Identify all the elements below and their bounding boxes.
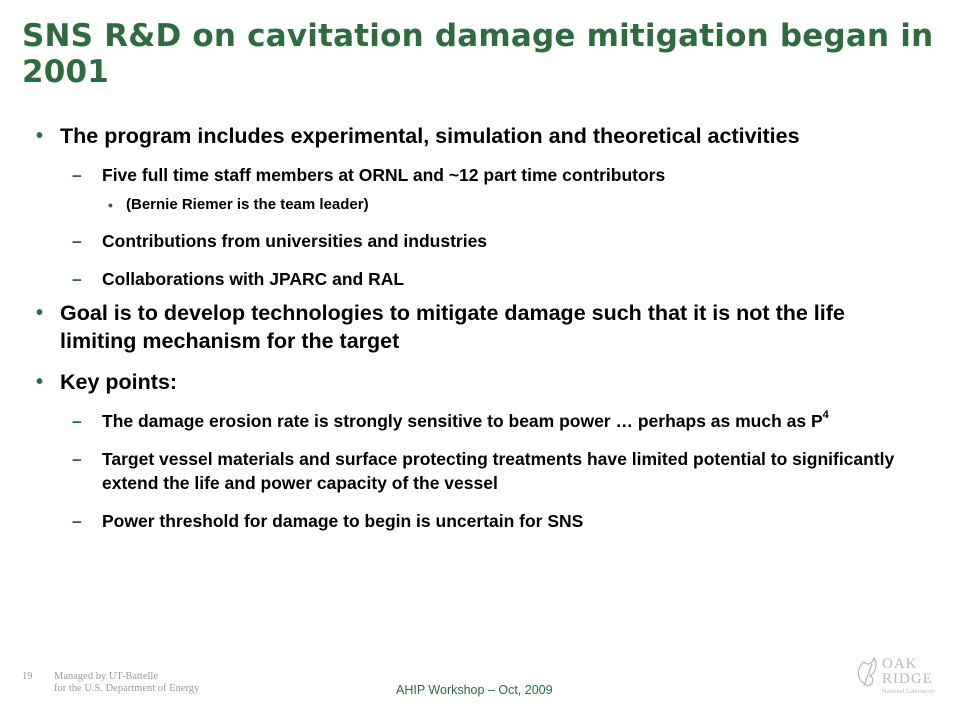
page-number: 19 xyxy=(22,671,33,682)
logo-line-2: RIDGE xyxy=(882,671,933,687)
managed-line-1: Managed by UT-Battelle xyxy=(54,671,159,682)
logo-line-3: National Laboratory xyxy=(882,688,935,695)
bullet-glyph: • xyxy=(108,197,113,213)
dash-glyph: – xyxy=(72,411,82,431)
subbullet-text: Power threshold for damage to begin is uncertain for SNS xyxy=(102,511,584,531)
bullet-glyph: • xyxy=(36,302,44,324)
dash-glyph: – xyxy=(72,269,82,289)
oak-ridge-logo xyxy=(852,652,944,696)
subbullet-text: Five full time staff members at ORNL and ~12 part time contributors xyxy=(102,165,666,185)
slide-title: SNS R&D on cavitation damage mitigation began in 2001 xyxy=(22,18,934,90)
subbullet-contributions xyxy=(36,229,916,253)
bullet-glyph: • xyxy=(36,371,44,393)
subbullet-text: The damage erosion rate is strongly sensitive to beam power … perhaps as much as P xyxy=(102,411,823,431)
bullet-glyph: • xyxy=(36,125,44,147)
bullet-program xyxy=(36,122,916,150)
power-exponent: 4 xyxy=(822,409,829,422)
subbullet-vessel xyxy=(36,447,916,495)
bullet-goal xyxy=(36,299,916,355)
slide-body xyxy=(36,122,916,547)
bullet-key-points xyxy=(36,368,916,396)
logo-line-1: OAK xyxy=(882,656,918,672)
oak-leaf-icon xyxy=(858,658,876,686)
dash-glyph: – xyxy=(72,449,82,469)
subbullet-threshold xyxy=(36,509,916,533)
subbullet-text: Collaborations with JPARC and RAL xyxy=(102,269,405,289)
subbullet-erosion xyxy=(36,409,916,433)
dash-glyph: – xyxy=(72,511,82,531)
dash-glyph: – xyxy=(72,231,82,251)
subbullet-staff xyxy=(36,163,916,187)
managed-line-2: for the U.S. Department of Energy xyxy=(54,683,200,694)
subsubbullet-leader xyxy=(36,195,916,215)
footer-managed-by xyxy=(22,671,199,695)
subbullet-text: Contributions from universities and industries xyxy=(102,231,488,251)
bullet-text: Key points: xyxy=(60,370,178,394)
subbullet-text: Target vessel materials and surface protecting treatments have limited potential to significantly extend the life and power capacity of the vessel xyxy=(102,449,895,493)
footer-event: AHIP Workshop – Oct, 2009 xyxy=(396,683,553,697)
bullet-text: Goal is to develop technologies to mitigate damage such that it is not the life limiting mechanism for the target xyxy=(60,301,845,353)
bullet-text: The program includes experimental, simulation and theoretical activities xyxy=(60,124,800,148)
subbullet-collaborations xyxy=(36,267,916,291)
dash-glyph: – xyxy=(72,165,82,185)
subsubbullet-text: (Bernie Riemer is the team leader) xyxy=(126,196,369,213)
